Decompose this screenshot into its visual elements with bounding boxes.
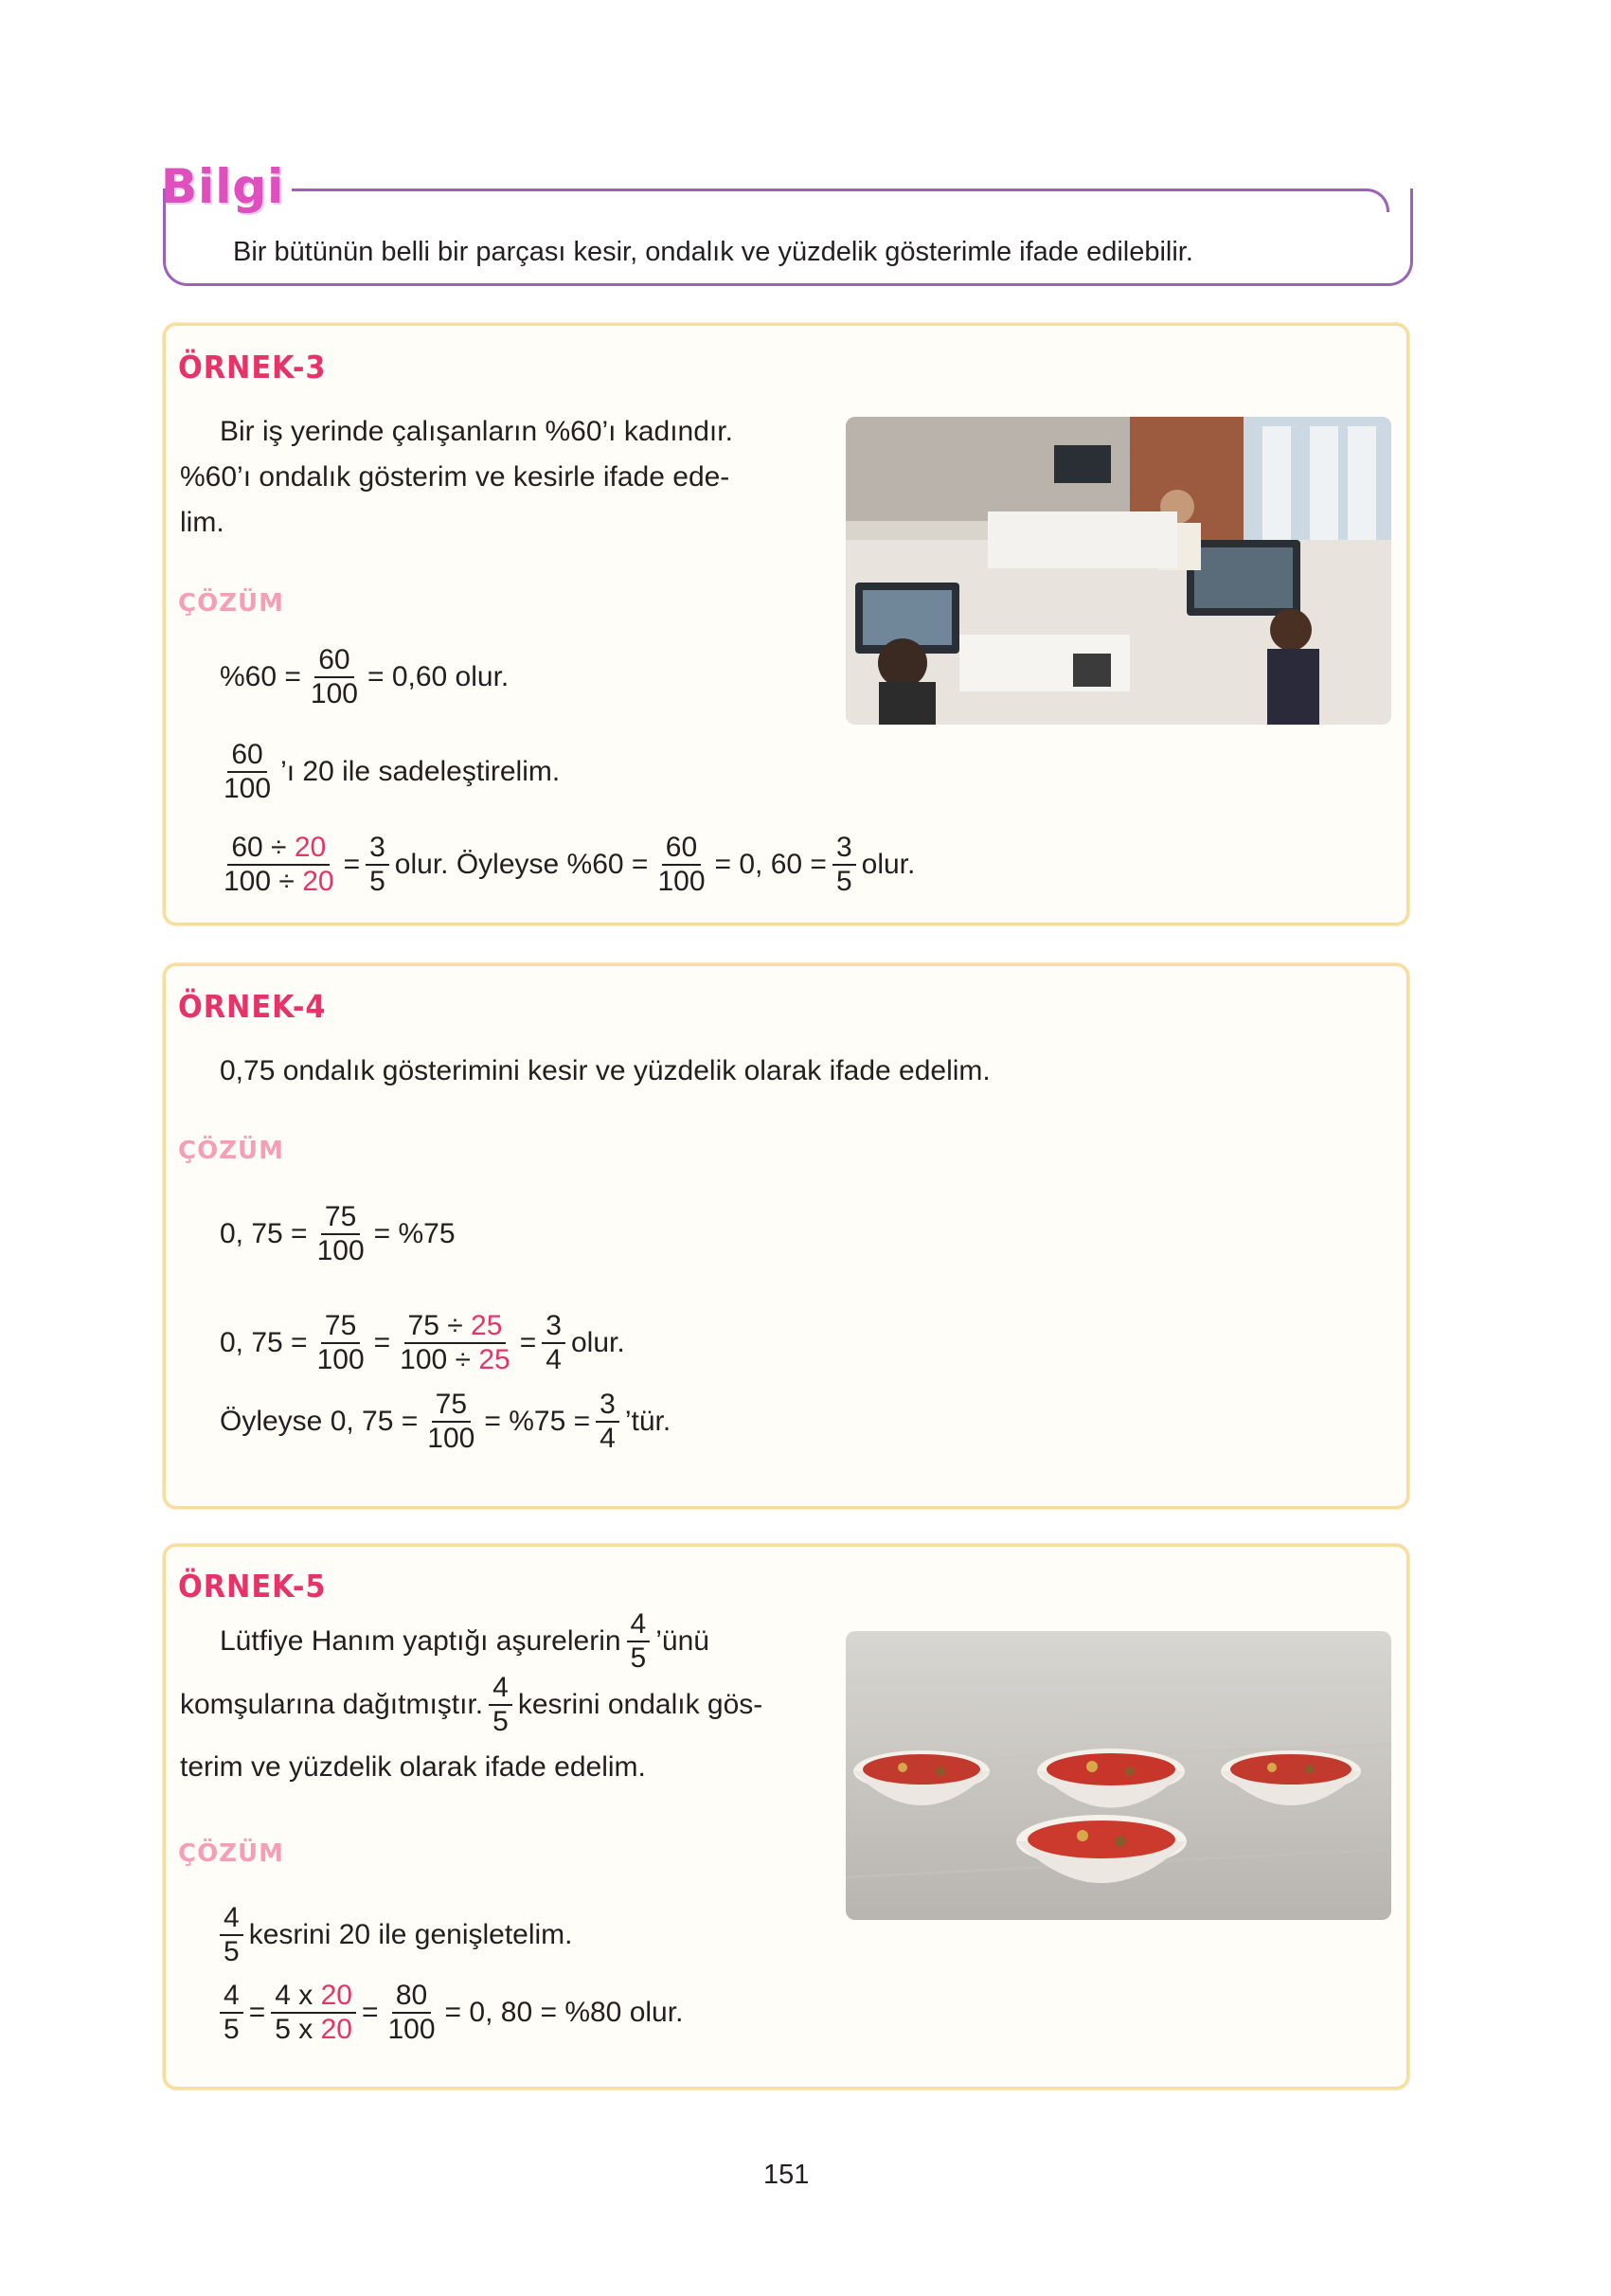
question-line: Bir iş yerinde çalışanların %60’ı kadındır. xyxy=(220,416,733,447)
example-5-cozum-label: ÇÖZÜM xyxy=(178,1839,285,1868)
fraction: $\frac{3}{4}$ xyxy=(542,1312,565,1374)
math-text: = xyxy=(519,1327,537,1358)
math-text: = xyxy=(343,849,361,880)
example-3-title: ÖRNEK-3 xyxy=(178,349,327,386)
example-4-line-3 xyxy=(220,1389,671,1455)
math-text: olur. Öyleyse %60 = xyxy=(394,849,649,880)
math-text: ’tür. xyxy=(624,1406,671,1437)
math-text: = xyxy=(373,1327,391,1358)
example-4-title: ÖRNEK-4 xyxy=(178,988,327,1025)
example-4-line-2 xyxy=(220,1310,625,1376)
question-line: %60’ı ondalık gösterim ve kesirle ifade ede- xyxy=(180,461,730,493)
example-3-cozum-label: ÇÖZÜM xyxy=(178,589,285,618)
example-4-line-1 xyxy=(220,1201,456,1267)
bilgi-top-line xyxy=(292,188,1389,212)
example-5-question-line-3: terim ve yüzdelik olarak ifade edelim. xyxy=(180,1751,646,1783)
question-line: lim. xyxy=(180,507,224,538)
math-text: kesrini 20 ile genişletelim. xyxy=(248,1919,573,1950)
office-photo xyxy=(846,417,1391,725)
example-5-question-line-2 xyxy=(180,1672,762,1738)
fraction: $\frac{75}{100}$ xyxy=(316,1201,365,1266)
math-text: = %75 xyxy=(373,1218,456,1249)
math-text: Öyleyse 0, 75 = xyxy=(220,1406,419,1437)
fraction: $\frac{60 \div 20}{100 \div 20}$ xyxy=(224,832,334,897)
fraction: $\frac{3}{4}$ xyxy=(596,1390,619,1453)
math-text: = xyxy=(248,1997,266,2028)
math-text: komşularına dağıtmıştır. xyxy=(180,1689,484,1720)
example-3-line-2 xyxy=(220,739,560,805)
math-text: olur. xyxy=(861,849,916,880)
fraction: $\frac{60}{100}$ xyxy=(310,644,358,709)
office-photo-icon xyxy=(846,417,1391,725)
fraction: $\frac{75}{100}$ xyxy=(427,1389,475,1454)
math-text: = %75 = xyxy=(484,1406,591,1437)
example-4-question: 0,75 ondalık gösterimini kesir ve yüzdelik olarak ifade edelim. xyxy=(220,1055,991,1086)
fraction: $\frac{60}{100}$ xyxy=(224,739,272,804)
example-4-cozum-label: ÇÖZÜM xyxy=(178,1137,285,1165)
example-5-line-1 xyxy=(220,1902,573,1968)
bilgi-title: Bilgi xyxy=(161,159,285,214)
fraction: $\frac{3}{5}$ xyxy=(366,834,389,896)
math-text: Lütfiye Hanım yaptığı aşurelerin xyxy=(220,1625,621,1657)
math-text: 0, 75 = xyxy=(220,1218,308,1249)
bilgi-text: Bir bütünün belli bir parçası kesir, ondalık ve yüzdelik gösterimle ifade edilebilir. xyxy=(233,237,1193,267)
example-5-title: ÖRNEK-5 xyxy=(178,1568,327,1605)
math-text: olur. xyxy=(570,1327,625,1358)
asure-bowls-photo-icon xyxy=(846,1631,1391,1920)
fraction: $\frac{4}{5}$ xyxy=(220,1982,243,2044)
math-text: = 0, 80 = %80 olur. xyxy=(444,1997,684,2028)
math-text: %60 = xyxy=(220,661,301,692)
fraction: $\frac{80}{100}$ xyxy=(387,1980,436,2045)
example-3-question xyxy=(180,409,805,546)
math-text: = 0, 60 = xyxy=(714,849,827,880)
fraction: $\frac{75}{100}$ xyxy=(316,1310,365,1375)
example-3-line-3 xyxy=(220,832,915,898)
math-text: = xyxy=(361,1997,379,2028)
fraction: $\frac{3}{5}$ xyxy=(832,834,856,896)
fraction: $\frac{4}{5}$ xyxy=(627,1610,651,1673)
math-text: ’ı 20 ile sadeleştirelim. xyxy=(280,756,561,787)
asure-bowls-photo xyxy=(846,1631,1391,1920)
fraction: $\frac{75 \div 25}{100 \div 25}$ xyxy=(400,1310,510,1375)
math-text: ’ünü xyxy=(655,1625,709,1657)
fraction: $\frac{4}{5}$ xyxy=(489,1674,512,1736)
page-number: 151 xyxy=(763,2160,810,2190)
example-5-question-line-1 xyxy=(220,1608,709,1675)
fraction: $\frac{60}{100}$ xyxy=(657,832,706,897)
math-text: = 0,60 olur. xyxy=(367,661,510,692)
math-text: kesrini ondalık gös- xyxy=(517,1689,763,1720)
example-5-line-2 xyxy=(220,1980,683,2046)
fraction: $\frac{4}{5}$ xyxy=(220,1904,243,1966)
math-text: 0, 75 = xyxy=(220,1327,308,1358)
fraction: $\frac{4 x 20}{5 x 20}$ xyxy=(271,1982,356,2044)
example-3-line-1 xyxy=(220,644,509,710)
